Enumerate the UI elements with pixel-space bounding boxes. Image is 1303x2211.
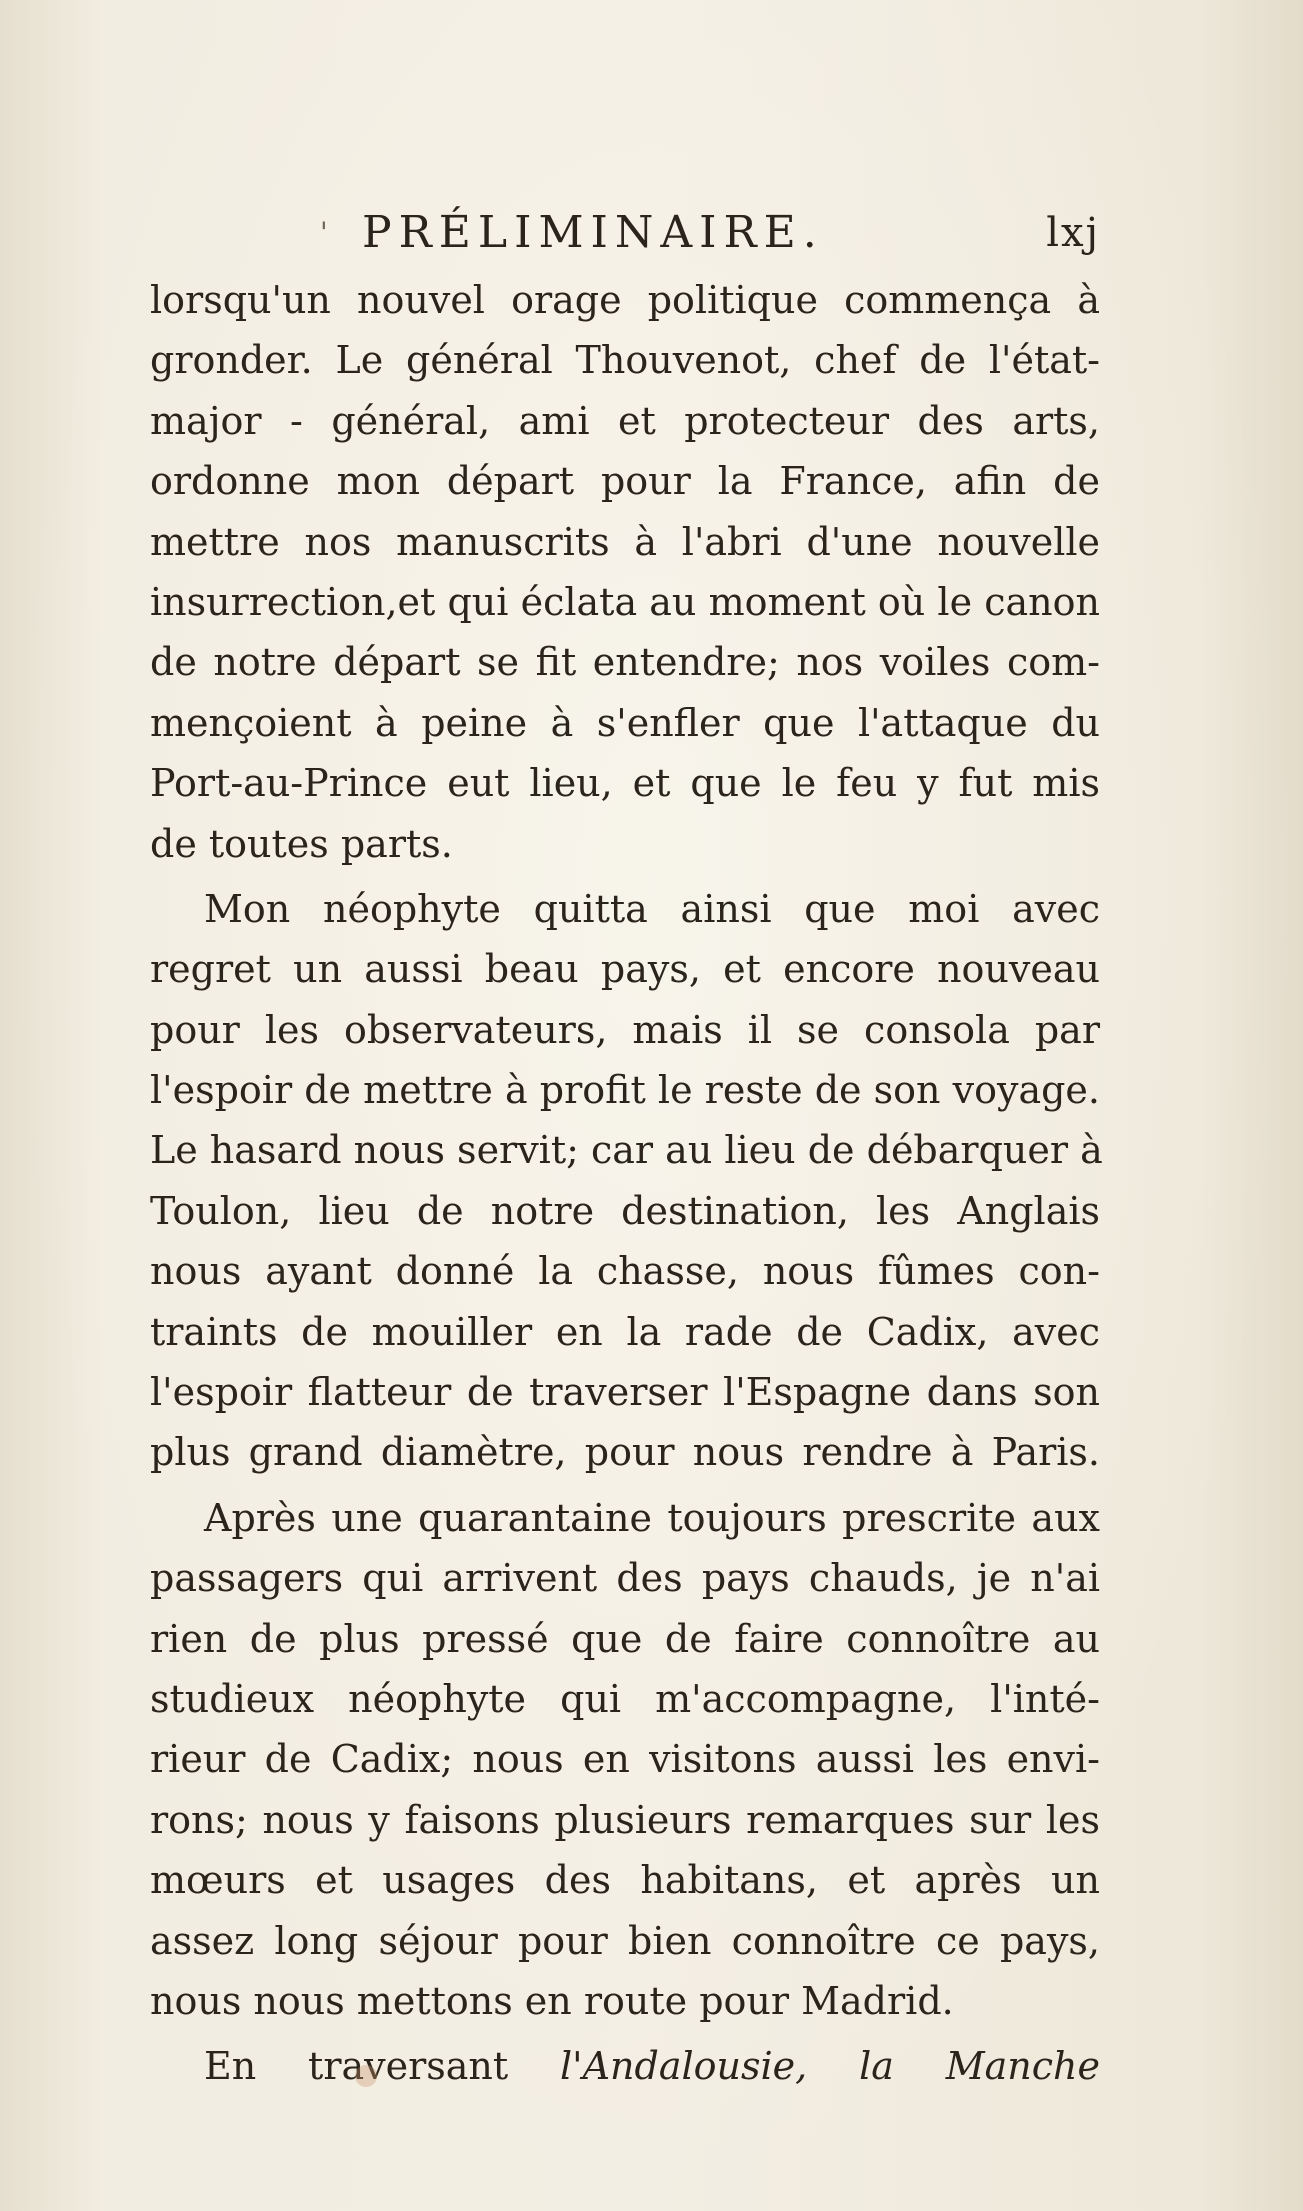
- text-line: assez long séjour pour bien connoître ce pays,: [150, 1918, 1100, 1963]
- text-line: Mon néophyte quitta ainsi que moi avec: [204, 886, 1100, 931]
- text-line: studieux néophyte qui m'accompagne, l'inté-: [150, 1676, 1100, 1721]
- line-lead-text: En traversant: [204, 2044, 509, 2089]
- text-line: l'espoir de mettre à profit le reste de son voyage.: [150, 1068, 1100, 1113]
- text-line: Port-au-Prince eut lieu, et que le feu y fut mis: [150, 761, 1100, 806]
- paragraph-1: [150, 270, 1100, 874]
- text-line: rons; nous y faisons plusieurs remarques sur les: [150, 1797, 1100, 1842]
- header-mark: ': [320, 216, 328, 249]
- text-line: pour les observateurs, mais il se consola par: [150, 1007, 1100, 1052]
- text-line: de toutes parts.: [150, 821, 453, 866]
- paragraph-2: [150, 879, 1103, 1483]
- text-line: mençoient à peine à s'enfler que l'attaque du: [150, 700, 1100, 745]
- text-line: de notre départ se fit entendre; nos voiles com-: [150, 640, 1100, 685]
- page-header: [150, 198, 1100, 268]
- paragraph-3: [150, 1488, 1100, 2032]
- text-line: regret un aussi beau pays, et encore nouveau: [150, 947, 1100, 992]
- text-line: l'espoir flatteur de traverser l'Espagne dans son: [150, 1370, 1100, 1415]
- paragraph-4: [150, 2036, 1100, 2096]
- body-text: [150, 270, 1103, 2097]
- text-line: insurrection,et qui éclata au moment où le canon: [150, 579, 1100, 624]
- text-line: [150, 2036, 1100, 2096]
- text-line: rieur de Cadix; nous en visitons aussi les envi-: [150, 1737, 1100, 1782]
- text-line: mettre nos manuscrits à l'abri d'une nouvelle: [150, 519, 1100, 564]
- paper-stain: [355, 2065, 377, 2087]
- italic-place-names: l'Andalousie, la Manche: [560, 2044, 1100, 2089]
- text-line: Après une quarantaine toujours prescrite aux: [204, 1495, 1100, 1540]
- page-number: lxj: [1046, 210, 1100, 256]
- text-line: passagers qui arrivent des pays chauds, je n'ai: [150, 1556, 1100, 1601]
- text-line: ordonne mon départ pour la France, afin de: [150, 459, 1100, 504]
- text-line: mœurs et usages des habitans, et après un: [150, 1858, 1100, 1903]
- text-line: nous nous mettons en route pour Madrid.: [150, 1978, 954, 2023]
- running-title: PRÉLIMINAIRE.: [362, 207, 824, 258]
- text-line: gronder. Le général Thouvenot, chef de l'état-: [150, 338, 1100, 383]
- text-line: Le hasard nous servit; car au lieu de débarquer à: [150, 1128, 1103, 1173]
- text-line: major - général, ami et protecteur des arts,: [150, 398, 1100, 443]
- text-line: nous ayant donné la chasse, nous fûmes con-: [150, 1249, 1100, 1294]
- text-line: Toulon, lieu de notre destination, les Anglais: [150, 1188, 1100, 1233]
- text-line: rien de plus pressé que de faire connoître au: [150, 1616, 1100, 1661]
- text-line: traints de mouiller en la rade de Cadix, avec: [150, 1309, 1100, 1354]
- text-line: plus grand diamètre, pour nous rendre à Paris.: [150, 1430, 1100, 1475]
- text-line: lorsqu'un nouvel orage politique commença à: [150, 278, 1100, 322]
